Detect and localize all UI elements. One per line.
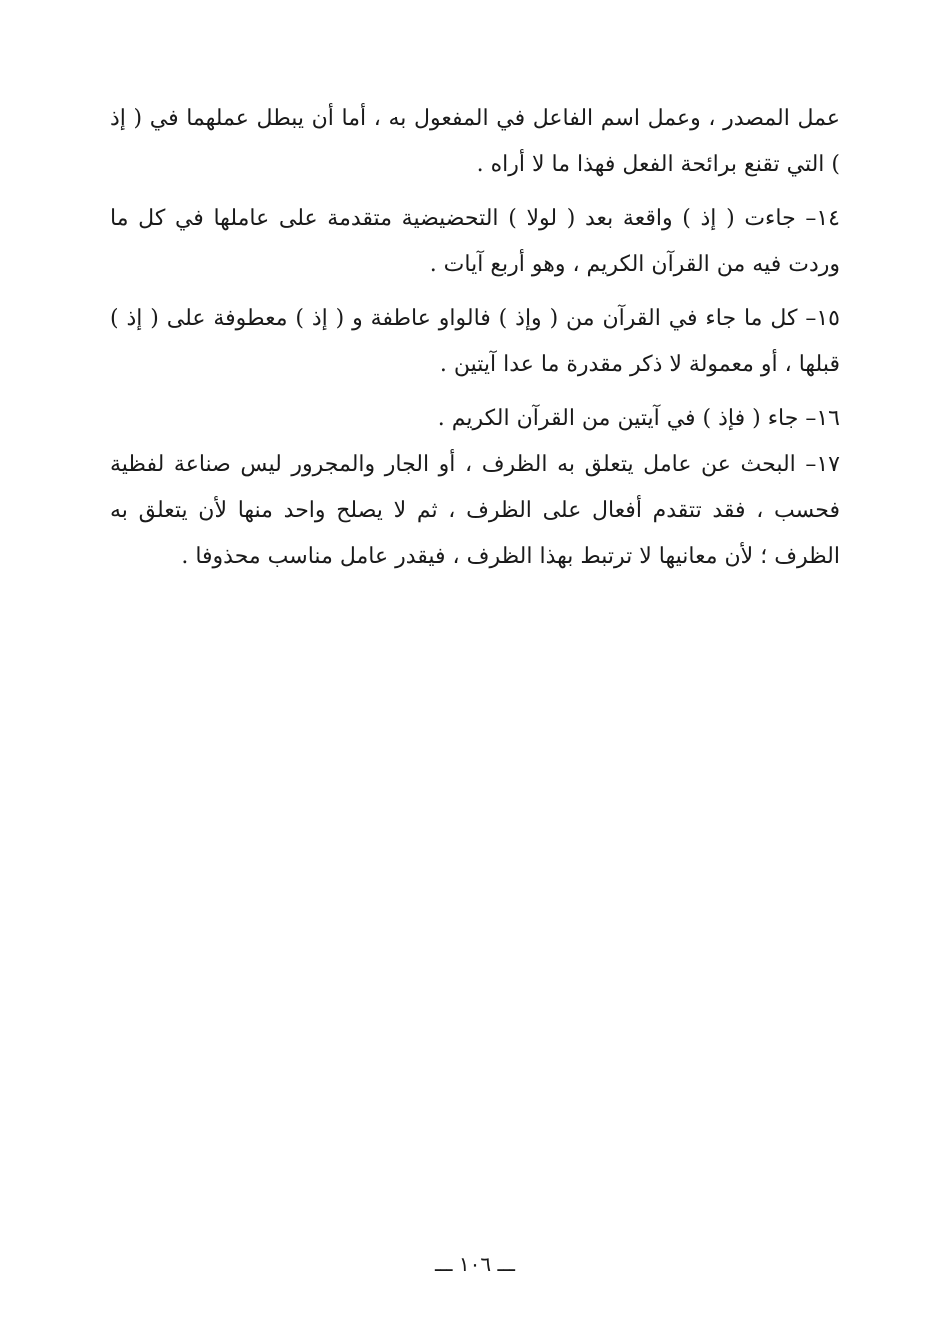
paragraph-17: ١٧– البحث عن عامل يتعلق به الظرف ، أو الجار والمجرور ليس صناعة لفظية فحسب ، فقد تتقدم أفعال على الظرف ، ثم لا يصلح واحد منها لأن يتعلق به الظرف ؛ لأن معانيها لا ترتبط بهذا الظرف ، فيقدر عامل مناسب محذوفا . (110, 452, 840, 569)
page-number: ـــ ١٠٦ ـــ (434, 1252, 516, 1276)
body-text (110, 96, 840, 580)
paragraph-14: ١٤– جاءت ( إذ ) واقعة بعد ( لولا ) التحضيضية متقدمة على عاملها في كل ما وردت فيه من القرآن الكريم ، وهو أربع آيات . (110, 206, 840, 277)
paragraph-15: ١٥– كل ما جاء في القرآن من ( وإذ ) فالواو عاطفة و ( إذ ) معطوفة على ( إذ ) قبلها ، أو معمولة لا ذكر مقدرة ما عدا آيتين . (110, 306, 840, 377)
paragraph-16: ١٦– جاء ( فإذ ) في آيتين من القرآن الكريم . (437, 406, 840, 431)
paragraph-1: عمل المصدر ، وعمل اسم الفاعل في المفعول به ، أما أن يبطل عملهما في ( إذ ) التي تقنع برائحة الفعل فهذا ما لا أراه . (110, 106, 840, 177)
